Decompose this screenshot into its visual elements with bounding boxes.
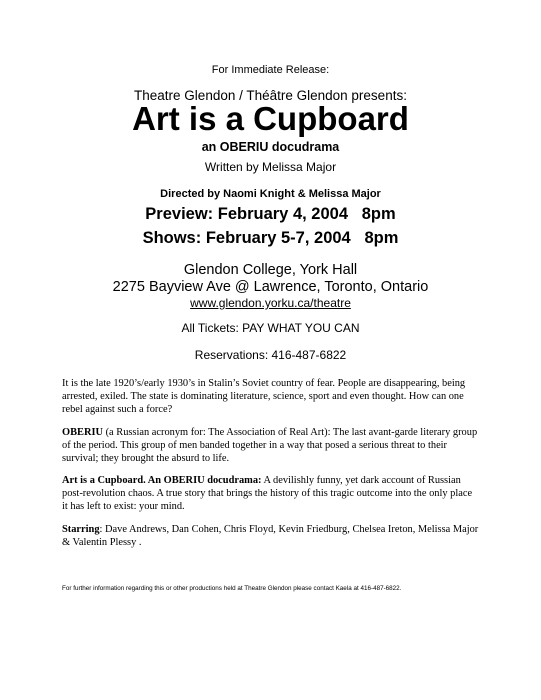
contact-footer: For further information regarding this or other productions held at Theatre Glendon please contact Kaela at 416-487-6822. bbox=[62, 585, 402, 592]
website-link[interactable]: www.glendon.yorku.ca/theatre bbox=[190, 296, 351, 310]
ticket-info: All Tickets: PAY WHAT YOU CAN bbox=[181, 321, 360, 335]
venue-name: Glendon College, York Hall bbox=[183, 262, 358, 278]
show-title: Art is a Cupboard bbox=[132, 100, 409, 137]
cast-paragraph bbox=[62, 523, 480, 549]
oberiu-paragraph bbox=[62, 426, 480, 465]
show-subtitle: an OBERIU docudrama bbox=[201, 140, 340, 154]
director-credit: Directed by Naomi Knight & Melissa Major bbox=[160, 188, 381, 200]
venue-address: 2275 Bayview Ave @ Lawrence, Toronto, Ontario bbox=[112, 279, 429, 295]
synopsis-paragraph bbox=[62, 474, 480, 513]
presenter-line: Theatre Glendon / Théâtre Glendon presents: bbox=[134, 88, 407, 103]
preview-date: Preview: February 4, 2004 8pm bbox=[145, 205, 396, 223]
oberiu-text: (a Russian acronym for: The Association of Real Art): The last avant-garde literary group of the period. This group of men banded together in a way that posed a serious threat to their survival; they brought the absurd to life. bbox=[62, 427, 478, 464]
release-label: For Immediate Release: bbox=[211, 64, 330, 76]
website-link-row bbox=[0, 296, 541, 310]
show-dates: Shows: February 5-7, 2004 8pm bbox=[142, 229, 399, 247]
cast-text: : Dave Andrews, Dan Cohen, Chris Floyd, Kevin Friedburg, Chelsea Ireton, Melissa Major & Valentin Plessy . bbox=[62, 524, 479, 548]
cast-lead: Starring bbox=[62, 524, 100, 535]
oberiu-lead: OBERIU bbox=[62, 427, 103, 438]
synopsis-text: A devilishly funny, yet dark account of Russian post-revolution chaos. A true story that brings the history of this tragic outcome into the only place it has left to exist: your mind. bbox=[62, 475, 473, 512]
reservation-phone: Reservations: 416-487-6822 bbox=[194, 348, 347, 362]
intro-paragraph: It is the late 1920’s/early 1930’s in Stalin’s Soviet country of fear. People are disappearing, being arrested, exiled. The state is dominating literature, science, sport and even thought. How can one rebel against such a force? bbox=[62, 378, 466, 415]
synopsis-lead: Art is a Cupboard. An OBERIU docudrama: bbox=[62, 475, 262, 486]
writer-credit: Written by Melissa Major bbox=[204, 160, 337, 174]
